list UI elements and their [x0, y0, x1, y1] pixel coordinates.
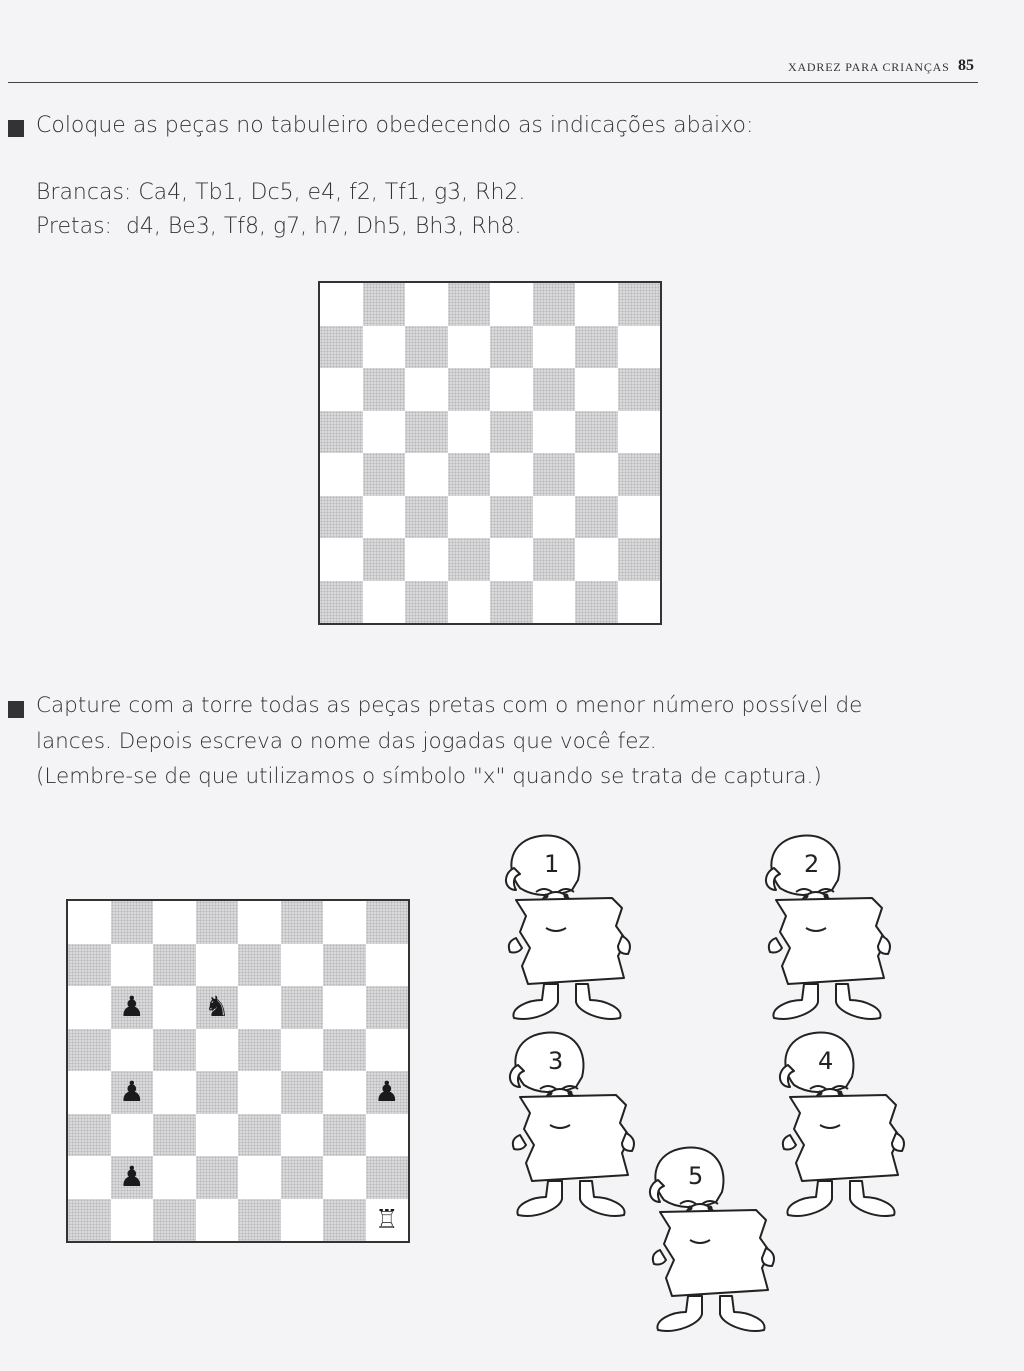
board-square[interactable]: [363, 411, 406, 454]
board-square[interactable]: [366, 1029, 409, 1072]
board-square[interactable]: [366, 986, 409, 1029]
character-3: [496, 1025, 656, 1230]
board-square[interactable]: [68, 986, 111, 1029]
board-square[interactable]: [281, 1199, 324, 1242]
board-square[interactable]: [448, 283, 491, 326]
black-pawn-icon[interactable]: ♟: [374, 1075, 400, 1108]
board-square[interactable]: [68, 1029, 111, 1072]
board-square[interactable]: [533, 368, 576, 411]
black-pawn-icon[interactable]: ♟: [119, 1160, 145, 1193]
exercise2-line2: lances. Depois escreva o nome das jogadas que você fez.: [36, 729, 657, 754]
board-square[interactable]: [575, 368, 618, 411]
board-square[interactable]: [363, 326, 406, 369]
board-square[interactable]: [238, 1029, 281, 1072]
board-square[interactable]: [618, 581, 661, 624]
board-square[interactable]: [575, 496, 618, 539]
board-square[interactable]: [490, 496, 533, 539]
board-square[interactable]: [323, 901, 366, 944]
board-square[interactable]: [618, 496, 661, 539]
character-1: [492, 828, 652, 1033]
bullet-square: [8, 701, 24, 718]
board-square[interactable]: [323, 1199, 366, 1242]
board-square[interactable]: [363, 368, 406, 411]
board-square[interactable]: [405, 283, 448, 326]
board-square[interactable]: [618, 283, 661, 326]
board-square[interactable]: [490, 453, 533, 496]
page-number: 85: [958, 57, 974, 74]
board-square[interactable]: [320, 538, 363, 581]
character-2: [752, 828, 912, 1033]
board-square[interactable]: [490, 581, 533, 624]
board-square[interactable]: [448, 326, 491, 369]
board-square[interactable]: [68, 1071, 111, 1114]
board-square[interactable]: [448, 581, 491, 624]
bullet-square: [8, 120, 24, 137]
board-square[interactable]: [448, 538, 491, 581]
board-square[interactable]: [533, 411, 576, 454]
board-square[interactable]: [153, 986, 196, 1029]
board-square[interactable]: [320, 581, 363, 624]
board-square[interactable]: [405, 411, 448, 454]
board-square[interactable]: [366, 944, 409, 987]
exercise1-blacks: Pretas: d4, Be3, Tf8, g7, h7, Dh5, Bh3, Rh8.: [36, 214, 522, 239]
board-square[interactable]: [363, 496, 406, 539]
board-square[interactable]: [68, 1156, 111, 1199]
exercise1-whites: Brancas: Ca4, Tb1, Dc5, e4, f2, Tf1, g3, Rh2.: [36, 180, 526, 205]
character-number-label: 5: [688, 1162, 704, 1190]
board-square[interactable]: [490, 326, 533, 369]
board-square[interactable]: [533, 496, 576, 539]
board-square[interactable]: [363, 453, 406, 496]
board-square[interactable]: [238, 1199, 281, 1242]
exercise2-line1: Capture com a torre todas as peças pretas com o menor número possível de: [36, 693, 863, 718]
board-square[interactable]: [196, 1199, 239, 1242]
board-square[interactable]: [320, 283, 363, 326]
board-square[interactable]: [153, 1156, 196, 1199]
character-number-label: 3: [548, 1047, 564, 1075]
board-square[interactable]: [618, 453, 661, 496]
board-square[interactable]: [196, 901, 239, 944]
board-square[interactable]: [281, 901, 324, 944]
board-square[interactable]: [153, 1199, 196, 1242]
board-square[interactable]: [533, 326, 576, 369]
board-square[interactable]: [448, 496, 491, 539]
board-square[interactable]: [366, 1114, 409, 1157]
running-head: XADREZ PARA CRIANÇAS: [788, 60, 950, 74]
exercise1-instruction: Coloque as peças no tabuleiro obedecendo as indicações abaixo:: [36, 113, 754, 138]
board-square[interactable]: [363, 581, 406, 624]
board-square[interactable]: [153, 1114, 196, 1157]
board-square[interactable]: [320, 496, 363, 539]
board-square[interactable]: [405, 453, 448, 496]
board-square[interactable]: [533, 538, 576, 581]
board-square[interactable]: [448, 368, 491, 411]
board-square[interactable]: [618, 326, 661, 369]
black-pawn-icon[interactable]: ♟: [119, 1075, 145, 1108]
board-square[interactable]: [153, 901, 196, 944]
board-square[interactable]: [153, 1029, 196, 1072]
board-square[interactable]: [281, 944, 324, 987]
board-square[interactable]: [196, 1071, 239, 1114]
board-square[interactable]: [196, 1114, 239, 1157]
board-square[interactable]: [323, 986, 366, 1029]
chessboard-capture[interactable]: [66, 899, 410, 1243]
board-square[interactable]: [363, 283, 406, 326]
exercise2-line3: (Lembre-se de que utilizamos o símbolo "x" quando se trata de captura.): [36, 764, 822, 789]
board-square[interactable]: [363, 538, 406, 581]
board-square[interactable]: [111, 1114, 154, 1157]
board-square[interactable]: [533, 283, 576, 326]
board-square[interactable]: [405, 538, 448, 581]
board-square[interactable]: [320, 368, 363, 411]
board-square[interactable]: [448, 411, 491, 454]
character-number-label: 4: [818, 1047, 834, 1075]
board-square[interactable]: [111, 1199, 154, 1242]
character-number-label: 1: [544, 850, 560, 878]
white-rook-icon[interactable]: ♖: [375, 1204, 399, 1235]
board-square[interactable]: [533, 453, 576, 496]
board-square[interactable]: [575, 411, 618, 454]
board-square[interactable]: [281, 1071, 324, 1114]
board-square[interactable]: [575, 453, 618, 496]
board-square[interactable]: [196, 1029, 239, 1072]
board-square[interactable]: [405, 581, 448, 624]
board-square[interactable]: [490, 283, 533, 326]
board-square[interactable]: [281, 1114, 324, 1157]
board-square[interactable]: [196, 944, 239, 987]
board-square[interactable]: [533, 581, 576, 624]
board-square[interactable]: [238, 901, 281, 944]
board-square[interactable]: [320, 453, 363, 496]
board-square[interactable]: [238, 986, 281, 1029]
board-square[interactable]: [111, 1029, 154, 1072]
board-square[interactable]: [323, 1029, 366, 1072]
board-square[interactable]: [238, 1114, 281, 1157]
header-rule: [8, 82, 978, 83]
board-square[interactable]: [111, 901, 154, 944]
board-square[interactable]: [320, 411, 363, 454]
board-square[interactable]: [618, 538, 661, 581]
board-square[interactable]: [323, 944, 366, 987]
board-square[interactable]: [320, 326, 363, 369]
board-square[interactable]: [68, 1199, 111, 1242]
character-number-label: 2: [804, 850, 820, 878]
board-square[interactable]: [405, 326, 448, 369]
board-square[interactable]: [366, 1156, 409, 1199]
board-square[interactable]: [618, 368, 661, 411]
board-square[interactable]: [575, 538, 618, 581]
board-square[interactable]: [575, 581, 618, 624]
board-square[interactable]: [153, 944, 196, 987]
black-pawn-icon[interactable]: ♟: [119, 990, 145, 1023]
board-square[interactable]: [68, 944, 111, 987]
board-square[interactable]: [323, 1071, 366, 1114]
board-square[interactable]: [366, 901, 409, 944]
board-square[interactable]: [238, 1071, 281, 1114]
board-square[interactable]: [281, 986, 324, 1029]
chessboard-empty[interactable]: [318, 281, 662, 625]
board-square[interactable]: [238, 1156, 281, 1199]
board-square[interactable]: [153, 1071, 196, 1114]
character-5: [636, 1140, 796, 1345]
board-square[interactable]: [490, 538, 533, 581]
board-square[interactable]: [323, 1114, 366, 1157]
board-square[interactable]: [111, 944, 154, 987]
board-square[interactable]: [68, 1114, 111, 1157]
board-square[interactable]: [490, 368, 533, 411]
board-square[interactable]: [490, 411, 533, 454]
board-square[interactable]: [448, 453, 491, 496]
board-square[interactable]: [68, 901, 111, 944]
board-square[interactable]: [575, 283, 618, 326]
board-square[interactable]: [196, 1156, 239, 1199]
board-square[interactable]: [281, 1029, 324, 1072]
board-square[interactable]: [405, 368, 448, 411]
board-square[interactable]: [575, 326, 618, 369]
board-square[interactable]: [238, 944, 281, 987]
black-knight-icon[interactable]: ♞: [204, 990, 230, 1023]
board-square[interactable]: [281, 1156, 324, 1199]
board-square[interactable]: [405, 496, 448, 539]
board-square[interactable]: [323, 1156, 366, 1199]
board-square[interactable]: [618, 411, 661, 454]
